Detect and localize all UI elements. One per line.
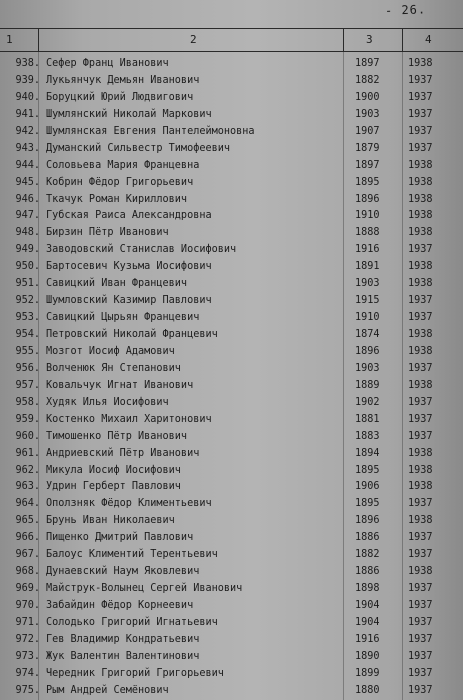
person-name: Тимошенко Пётр Иванович [46,430,188,442]
record-year: 1938 [408,176,433,188]
row-number: 973. [15,650,40,662]
table-row [0,429,463,446]
record-year: 1937 [408,430,433,442]
table-row [0,530,463,547]
person-name: Удрин Герберт Павлович [46,481,181,493]
row-number: 974. [15,667,40,679]
row-number: 962. [15,464,40,476]
birth-year: 1895 [355,176,380,188]
record-year: 1937 [408,142,433,154]
table-row [0,632,463,649]
table-row [0,666,463,683]
row-number: 957. [15,379,40,391]
row-number: 955. [15,345,40,357]
row-number: 956. [15,362,40,374]
row-number: 975. [15,684,40,696]
record-year: 1937 [408,600,433,611]
birth-year: 1879 [355,142,380,154]
person-name: Андриевский Пётр Иванович [46,447,200,459]
row-number: 950. [15,261,40,273]
person-name: Костенко Михаил Харитонович [46,413,212,425]
birth-year: 1903 [355,278,380,290]
row-number: 953. [15,312,40,324]
table-row [0,649,463,666]
person-name: Мозгот Иосиф Адамович [46,345,175,357]
table-row [0,73,463,90]
person-name: Оползняк Фёдор Климентьевич [46,498,212,510]
birth-year: 1896 [355,515,380,527]
birth-year: 1882 [355,549,380,561]
birth-year: 1881 [355,413,380,425]
person-name: Бирзин Пётр Иванович [46,227,169,239]
person-name: Губская Раиса Александровна [46,210,212,222]
record-year: 1937 [408,396,433,408]
birth-year: 1910 [355,210,380,222]
row-number: 958. [15,396,40,408]
record-year: 1937 [408,549,433,561]
person-name: Соловьева Мария Францевна [46,159,200,171]
birth-year: 1889 [355,379,380,391]
birth-year: 1903 [355,362,380,374]
row-number: 948. [15,227,40,239]
row-number: 965. [15,515,40,527]
birth-year: 1882 [355,74,380,86]
header-col-birth-year: 3 [366,33,373,46]
person-name: Думанский Сильвестр Тимофеевич [46,142,231,154]
person-name: Пищенко Дмитрий Павлович [46,532,194,544]
page-number: - 26. [384,2,427,18]
table-row [0,192,463,209]
row-number: 972. [15,633,40,645]
person-name: Ковальчук Игнат Иванович [46,379,194,391]
table-row [0,361,463,378]
birth-year: 1903 [355,108,380,120]
row-number: 945. [15,176,40,188]
header-col-number: 1 [6,33,13,46]
header-divider [343,29,344,51]
person-name: Шумлянский Николай Маркович [46,108,212,120]
record-year: 1937 [408,650,433,662]
row-number: 970. [15,600,40,611]
row-number: 951. [15,278,40,290]
record-year: 1937 [408,616,433,628]
row-number: 949. [15,244,40,256]
row-number: 946. [15,193,40,205]
header-divider [38,29,39,51]
row-number: 952. [15,295,40,307]
table-row [0,683,463,700]
record-year: 1938 [408,329,433,340]
birth-year: 1894 [355,447,380,459]
table-row [0,412,463,429]
table-row [0,344,463,361]
table-row [0,310,463,327]
birth-year: 1915 [355,295,380,307]
person-name: Сефер Франц Иванович [46,58,169,69]
person-name: Боруцкий Юрий Людвигович [46,91,194,103]
person-name: Шумловский Казимир Павлович [46,295,212,307]
record-year: 1938 [408,566,433,578]
table-row [0,547,463,564]
birth-year: 1906 [355,481,380,493]
row-number: 942. [15,125,40,137]
record-year: 1938 [408,58,433,69]
birth-year: 1880 [355,684,380,696]
record-year: 1938 [408,379,433,391]
table-row [0,158,463,175]
person-name: Ткачук Роман Кириллович [46,193,188,205]
person-name: Худяк Илья Иосифович [46,396,169,408]
birth-year: 1895 [355,498,380,510]
row-number: 966. [15,532,40,544]
record-year: 1938 [408,278,433,290]
record-year: 1938 [408,464,433,476]
person-name: Чередник Григорий Григорьевич [46,667,224,679]
record-year: 1937 [408,91,433,103]
row-number: 941. [15,108,40,120]
record-year: 1938 [408,345,433,357]
birth-year: 1891 [355,261,380,273]
row-number: 964. [15,498,40,510]
table-row [0,463,463,480]
record-year: 1937 [408,532,433,544]
record-year: 1938 [408,193,433,205]
table-row [0,564,463,581]
record-year: 1938 [408,515,433,527]
record-year: 1938 [408,447,433,459]
record-year: 1937 [408,498,433,510]
table-header [0,28,463,52]
birth-year: 1910 [355,312,380,324]
table-row [0,581,463,598]
row-number: 967. [15,549,40,561]
person-name: Гев Владимир Кондратьевич [46,633,200,645]
person-name: Лукьянчук Демьян Иванович [46,74,200,86]
record-year: 1937 [408,74,433,86]
birth-year: 1897 [355,159,380,171]
record-year: 1938 [408,210,433,222]
record-year: 1937 [408,125,433,137]
row-number: 968. [15,566,40,578]
table-row [0,598,463,615]
table-row [0,175,463,192]
birth-year: 1896 [355,193,380,205]
person-name: Рым Андрей Семёнович [46,684,169,696]
person-name: Бартосевич Кузьма Иосифович [46,261,212,273]
person-name: Савицкий Иван Францевич [46,278,188,290]
table-row [0,479,463,496]
birth-year: 1890 [355,650,380,662]
table-row [0,225,463,242]
birth-year: 1896 [355,345,380,357]
header-col-year: 4 [425,33,432,46]
person-name: Шумлянская Евгения Пантелеймоновна [46,125,255,137]
birth-year: 1874 [355,329,380,340]
table-row [0,513,463,530]
row-number: 944. [15,159,40,171]
birth-year: 1904 [355,616,380,628]
row-number: 971. [15,616,40,628]
birth-year: 1904 [355,600,380,611]
row-number: 939. [15,74,40,86]
birth-year: 1886 [355,532,380,544]
person-name: Заводовский Станислав Иосифович [46,244,237,256]
birth-year: 1883 [355,430,380,442]
person-name: Жук Валентин Валентинович [46,650,200,662]
table-row [0,496,463,513]
birth-year: 1916 [355,244,380,256]
birth-year: 1888 [355,227,380,239]
table-row [0,615,463,632]
row-number: 969. [15,583,40,595]
birth-year: 1899 [355,667,380,679]
record-year: 1938 [408,261,433,273]
table-row [0,446,463,463]
row-number: 938. [15,58,40,69]
person-name: Брунь Иван Николаевич [46,515,175,527]
table-row [0,242,463,259]
table-row [0,90,463,107]
table-row [0,107,463,124]
record-year: 1937 [408,362,433,374]
header-col-name: 2 [190,33,197,46]
record-year: 1938 [408,481,433,493]
person-name: Микула Иосиф Иосифович [46,464,181,476]
row-number: 959. [15,413,40,425]
header-divider [402,29,403,51]
birth-year: 1902 [355,396,380,408]
birth-year: 1886 [355,566,380,578]
record-year: 1937 [408,295,433,307]
table-row [0,259,463,276]
table-row [0,208,463,225]
row-number: 963. [15,481,40,493]
record-year: 1938 [408,159,433,171]
record-year: 1937 [408,633,433,645]
record-year: 1937 [408,244,433,256]
table-body [0,56,463,700]
record-year: 1937 [408,583,433,595]
birth-year: 1907 [355,125,380,137]
table-row [0,378,463,395]
record-year: 1938 [408,227,433,239]
table-row [0,395,463,412]
person-name: Балоус Климентий Терентьевич [46,549,218,561]
birth-year: 1897 [355,58,380,69]
table-row [0,56,463,73]
person-name: Кобрин Фёдор Григорьевич [46,176,194,188]
table-row [0,124,463,141]
person-name: Солодько Григорий Игнатьевич [46,616,218,628]
person-name: Дунаевский Наум Яковлевич [46,566,200,578]
person-name: Петровский Николай Францевич [46,329,218,340]
row-number: 943. [15,142,40,154]
table-row [0,293,463,310]
birth-year: 1898 [355,583,380,595]
record-year: 1937 [408,413,433,425]
record-year: 1937 [408,667,433,679]
record-year: 1937 [408,684,433,696]
record-year: 1937 [408,312,433,324]
record-year: 1937 [408,108,433,120]
birth-year: 1916 [355,633,380,645]
row-number: 940. [15,91,40,103]
row-number: 961. [15,447,40,459]
row-number: 954. [15,329,40,340]
birth-year: 1900 [355,91,380,103]
birth-year: 1895 [355,464,380,476]
person-name: Савицкий Цырьян Францевич [46,312,200,324]
table-row [0,141,463,158]
person-name: Волченюк Ян Степанович [46,362,181,374]
person-name: Забайдин Фёдор Корнеевич [46,600,194,611]
row-number: 947. [15,210,40,222]
table-row [0,327,463,344]
person-name: Майструк-Волынец Сергей Иванович [46,583,243,595]
table-row [0,276,463,293]
row-number: 960. [15,430,40,442]
